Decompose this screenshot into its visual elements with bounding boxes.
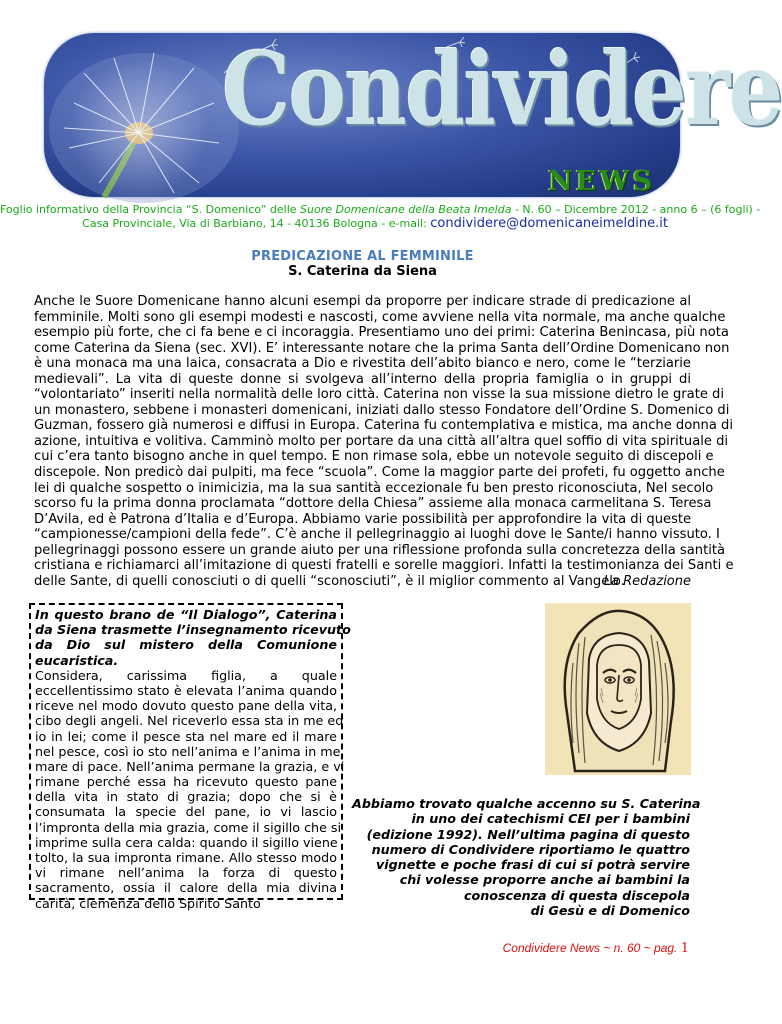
body-line: un monastero, sebbene i monasteri domenicani, iniziati dallo stesso Fondatore dell’Ordine S. Domenico di: [34, 402, 730, 418]
portrait-caption: [352, 796, 701, 919]
body-line: delle Sante, di quelli conosciuti o di quelli “sconosciuti”, è il miglior commento al Vangelo.: [34, 573, 625, 589]
body-line: è una monaca ma una laica, consacrata a Dio e rivestita dell’abito bianco e nero, come le “terziarie: [34, 356, 691, 372]
quote-line: l’impronta della mia grazia, come il sigillo che si: [35, 819, 342, 835]
body-line: cristiana e richiamarci all’imitazione di questi fratelli e sorelle maggiori. Infatti la testimonianza dei Santi e: [34, 558, 734, 574]
quote-box: [29, 603, 351, 911]
body-line: “volontariato” inseriti nella normalità delle loro città. Caterina non visse la sua missione dietro le grate di: [34, 387, 724, 403]
page-number: 1: [680, 941, 689, 956]
article-subtitle: S. Caterina da Siena: [288, 264, 437, 279]
page-footer: Condividere News ~ n. 60 ~ pag. 1: [502, 941, 689, 956]
caption-line: Abbiamo trovato qualche accenno su S. Caterina: [352, 796, 701, 811]
quote-line: tolto, la sua impronta rimane. Allo stesso modo: [35, 850, 337, 865]
article-body: [34, 294, 734, 589]
quote-line: nel pesce, così io sto nell’anima e l’anima in me,: [35, 743, 345, 759]
article-title: PREDICAZIONE AL FEMMINILE: [251, 249, 474, 264]
body-line: pellegrinaggi possono essere un grande aiuto per una riflessione profonda sulla concretezza della santità: [34, 542, 725, 558]
quote-line: vi rimane nell’anima la forza di questo: [35, 865, 337, 881]
body-line: discepole. Non predicò dai pulpiti, ma fece “scuola”. Come la maggior parte dei profeti, fu oggetto anche: [34, 465, 725, 481]
caption-line: (edizione 1992). Nell’ultima pagina di questo: [366, 826, 690, 842]
quote-line: della vita in stato di grazia; dopo che si è: [35, 789, 337, 805]
caption-line: conoscenza di questa discepola: [463, 887, 690, 903]
email-link[interactable]: condividere@domenicaneimeldine.it: [430, 216, 668, 231]
caption-line: numero di Condividere riportiamo le quattro: [371, 841, 690, 857]
quote-line: imprime sulla cera calda: quando il sigillo viene: [35, 834, 338, 850]
body-line: femminile. Molti sono gli esempi modesti e nascosti, come avviene nella vita normale, ma anche qualche: [34, 309, 726, 325]
body-line: Anche le Suore Domenicane hanno alcuni esempi da proporre per indicare strade di predicazione al: [34, 294, 691, 309]
quote-intro-line: eucaristica.: [35, 652, 119, 668]
body-line: medievali”. La vita di queste donne si svolgeva all’interno della propria famiglia o in gruppi di: [34, 371, 691, 387]
quote-intro-line: In questo brano de “Il Dialogo”, Caterina: [35, 607, 337, 622]
body-line: cui c’era tanto bisogno anche in quel tempo. E non rimase sola, ebbe un notevole seguito di discepoli e: [34, 449, 714, 465]
masthead-banner: [44, 30, 782, 197]
quote-line: mare di pace. Nell’anima permane la grazia, e vi: [35, 758, 345, 774]
signature: La Redazione: [603, 574, 691, 589]
caption-line: in uno dei catechismi CEI per i bambini: [411, 811, 690, 827]
body-line: “campionesse/campioni della fede”. C’è anche il pellegrinaggio ai luoghi dove le Sante/i hanno vissuto. I: [34, 527, 720, 543]
quote-line: sacramento, ossia il calore della mia divina: [35, 880, 337, 896]
body-line: esempio più forte, che ci fa bene e ci incoraggia. Presentiamo uno dei primi: Caterina Benincasa, più nota: [34, 325, 729, 341]
caption-line: chi volesse proporre anche ai bambini la: [399, 872, 690, 888]
quote-line: io in lei; come il pesce sta nel mare ed il mare: [35, 728, 337, 744]
address-line: Casa Provinciale, Via di Barbiano, 14 - 40136 Bologna - e-mail: condividere@domenicaneimeldine.it: [82, 216, 668, 231]
body-line: D’Avila, ed è Patrona d’Italia e d’Europa. Abbiamo varie possibilità per approfondire la vita di queste: [34, 511, 692, 527]
body-line: scorso fu la prima donna proclamata “dottore della Chiesa” assieme alla monaca carmelitana S. Teresa: [34, 496, 712, 512]
quote-line: riceve nel modo dovuto questo pane della vita,: [35, 698, 337, 714]
quote-line: rimane perché essa ha ricevuto questo pane: [35, 774, 337, 790]
quote-line: consumata la specie del pane, io vi lascio: [35, 804, 337, 820]
caption-line: di Gesù e di Domenico: [530, 903, 690, 919]
body-line: azione, intuitiva e volitiva. Camminò molto per portare da una città all’altra quel soffio di vita spirituale di: [34, 433, 729, 449]
quote-intro-line: da Dio sul mistero della Comunione: [35, 637, 337, 653]
saint-catherine-portrait: [545, 603, 691, 775]
masthead-news-label: NEWS: [548, 166, 656, 197]
publication-info-line: Foglio informativo della Provincia “S. Domenico” delle Suore Domenicane della Beata Imelda - N. 60 – Dicembre 2012 - anno 6 – (6 fogli) -: [0, 203, 761, 216]
quote-intro-line: da Siena trasmette l’insegnamento ricevuto: [35, 622, 351, 638]
body-line: lei di qualche sospetto o inimicizia, ma la sua santità eccezionale fu ben presto riconosciuta, Nel secolo: [34, 480, 714, 496]
caption-line: vignette e poche frasi di cui si potrà servire: [375, 857, 690, 873]
masthead-title: Condividere: [222, 30, 782, 148]
quote-line: eccellentissimo stato è elevata l’anima quando: [35, 682, 337, 698]
quote-line: cibo degli angeli. Nel riceverlo essa sta in me ed: [35, 713, 344, 729]
body-line: come Caterina da Siena (sec. XVI). E’ interessante notare che la prima Santa dell’Ordine Domenicano non: [34, 340, 730, 356]
body-line: Guzman, fossero già numerosi e diffusi in Europa. Caterina fu contemplativa e mistica, ma anche donna di: [34, 418, 733, 434]
quote-line: carità, clemenza dello Spirito Santo: [35, 895, 261, 911]
quote-line: Considera, carissima figlia, a quale: [35, 667, 337, 683]
